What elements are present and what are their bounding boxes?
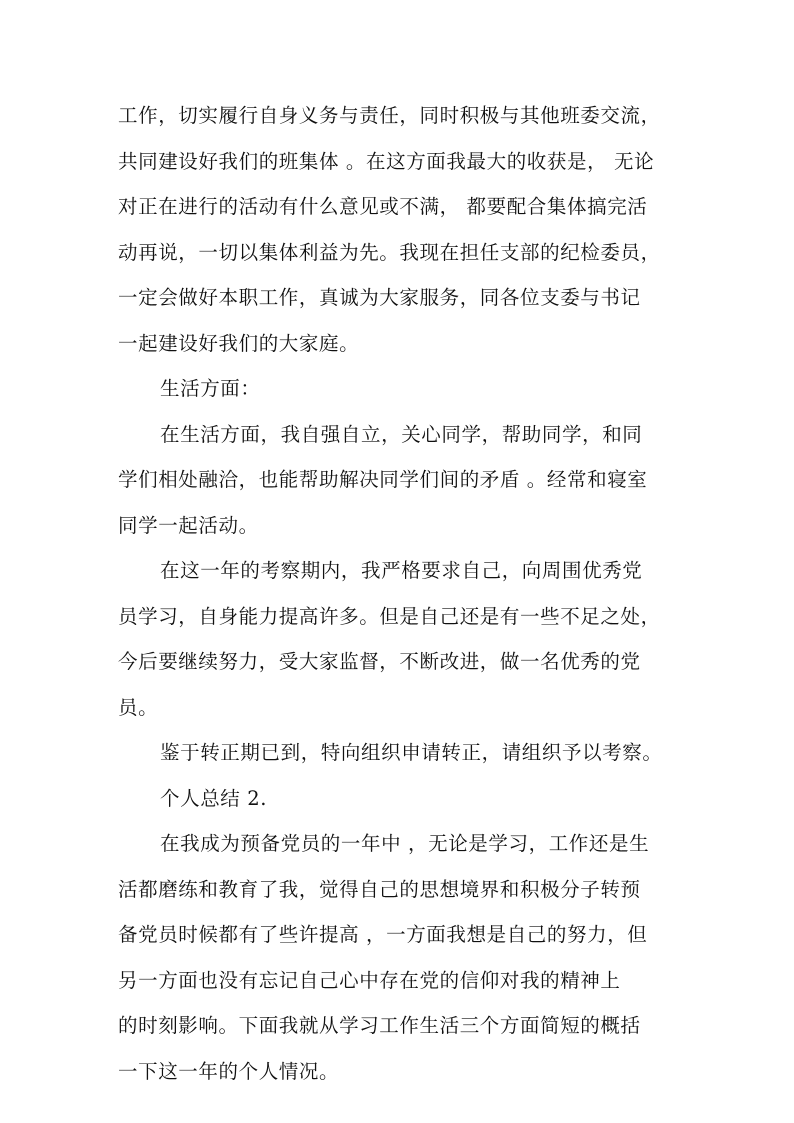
text-line: 共同建设好我们的班集体 。在这方面我最大的收获是， 无论	[118, 149, 655, 173]
text-line: 活都磨练和教育了我，觉得自己的思想境界和积极分子转预	[118, 877, 641, 901]
text-line: 另一方面也没有忘记自己心中存在党的信仰对我的精神上	[118, 968, 621, 992]
text-line: 同学一起活动。	[118, 513, 259, 537]
section-heading-life: 生活方面：	[160, 377, 261, 400]
text-line: 在我成为预备党员的一年中 ，无论是学习，工作还是生	[160, 832, 650, 855]
text-line: 对正在进行的活动有什么意见或不满， 都要配合集体搞完活	[118, 195, 648, 218]
text-line: 今后要继续努力，受大家监督，不断改进，做一名优秀的党	[118, 650, 641, 673]
text-line: 一起建设好我们的大家庭。	[118, 331, 360, 355]
text-line: 备党员时候都有了些许提高 ，一方面我想是自己的努力，但	[118, 923, 648, 946]
section-heading-summary-2: 个人总结 2.	[160, 786, 268, 810]
text-line: 员。	[118, 695, 159, 719]
body-text	[118, 93, 678, 1094]
text-line: 的时刻影响。下面我就从学习工作生活三个方面简短的概括	[118, 1014, 641, 1037]
text-line: 一下这一年的个人情况。	[118, 1059, 340, 1083]
text-line: 动再说，一切以集体利益为先。我现在担任支部的纪检委员，	[118, 240, 661, 264]
text-line: 工作，切实履行自身义务与责任，同时积极与其他班委交流，	[118, 104, 661, 127]
text-line: 学们相处融洽，也能帮助解决同学们间的矛盾 。经常和寝室	[118, 468, 648, 491]
text-line: 在生活方面，我自强自立，关心同学，帮助同学，和同	[160, 422, 643, 446]
text-line: 在这一年的考察期内，我严格要求自己，向周围优秀党	[160, 559, 643, 582]
text-line: 鉴于转正期已到，特向组织申请转正，请组织予以考察。	[160, 741, 663, 764]
text-line: 员学习，自身能力提高许多。但是自己还是有一些不足之处，	[118, 604, 661, 628]
text-line: 一定会做好本职工作，真诚为大家服务，同各位支委与书记	[118, 286, 641, 309]
